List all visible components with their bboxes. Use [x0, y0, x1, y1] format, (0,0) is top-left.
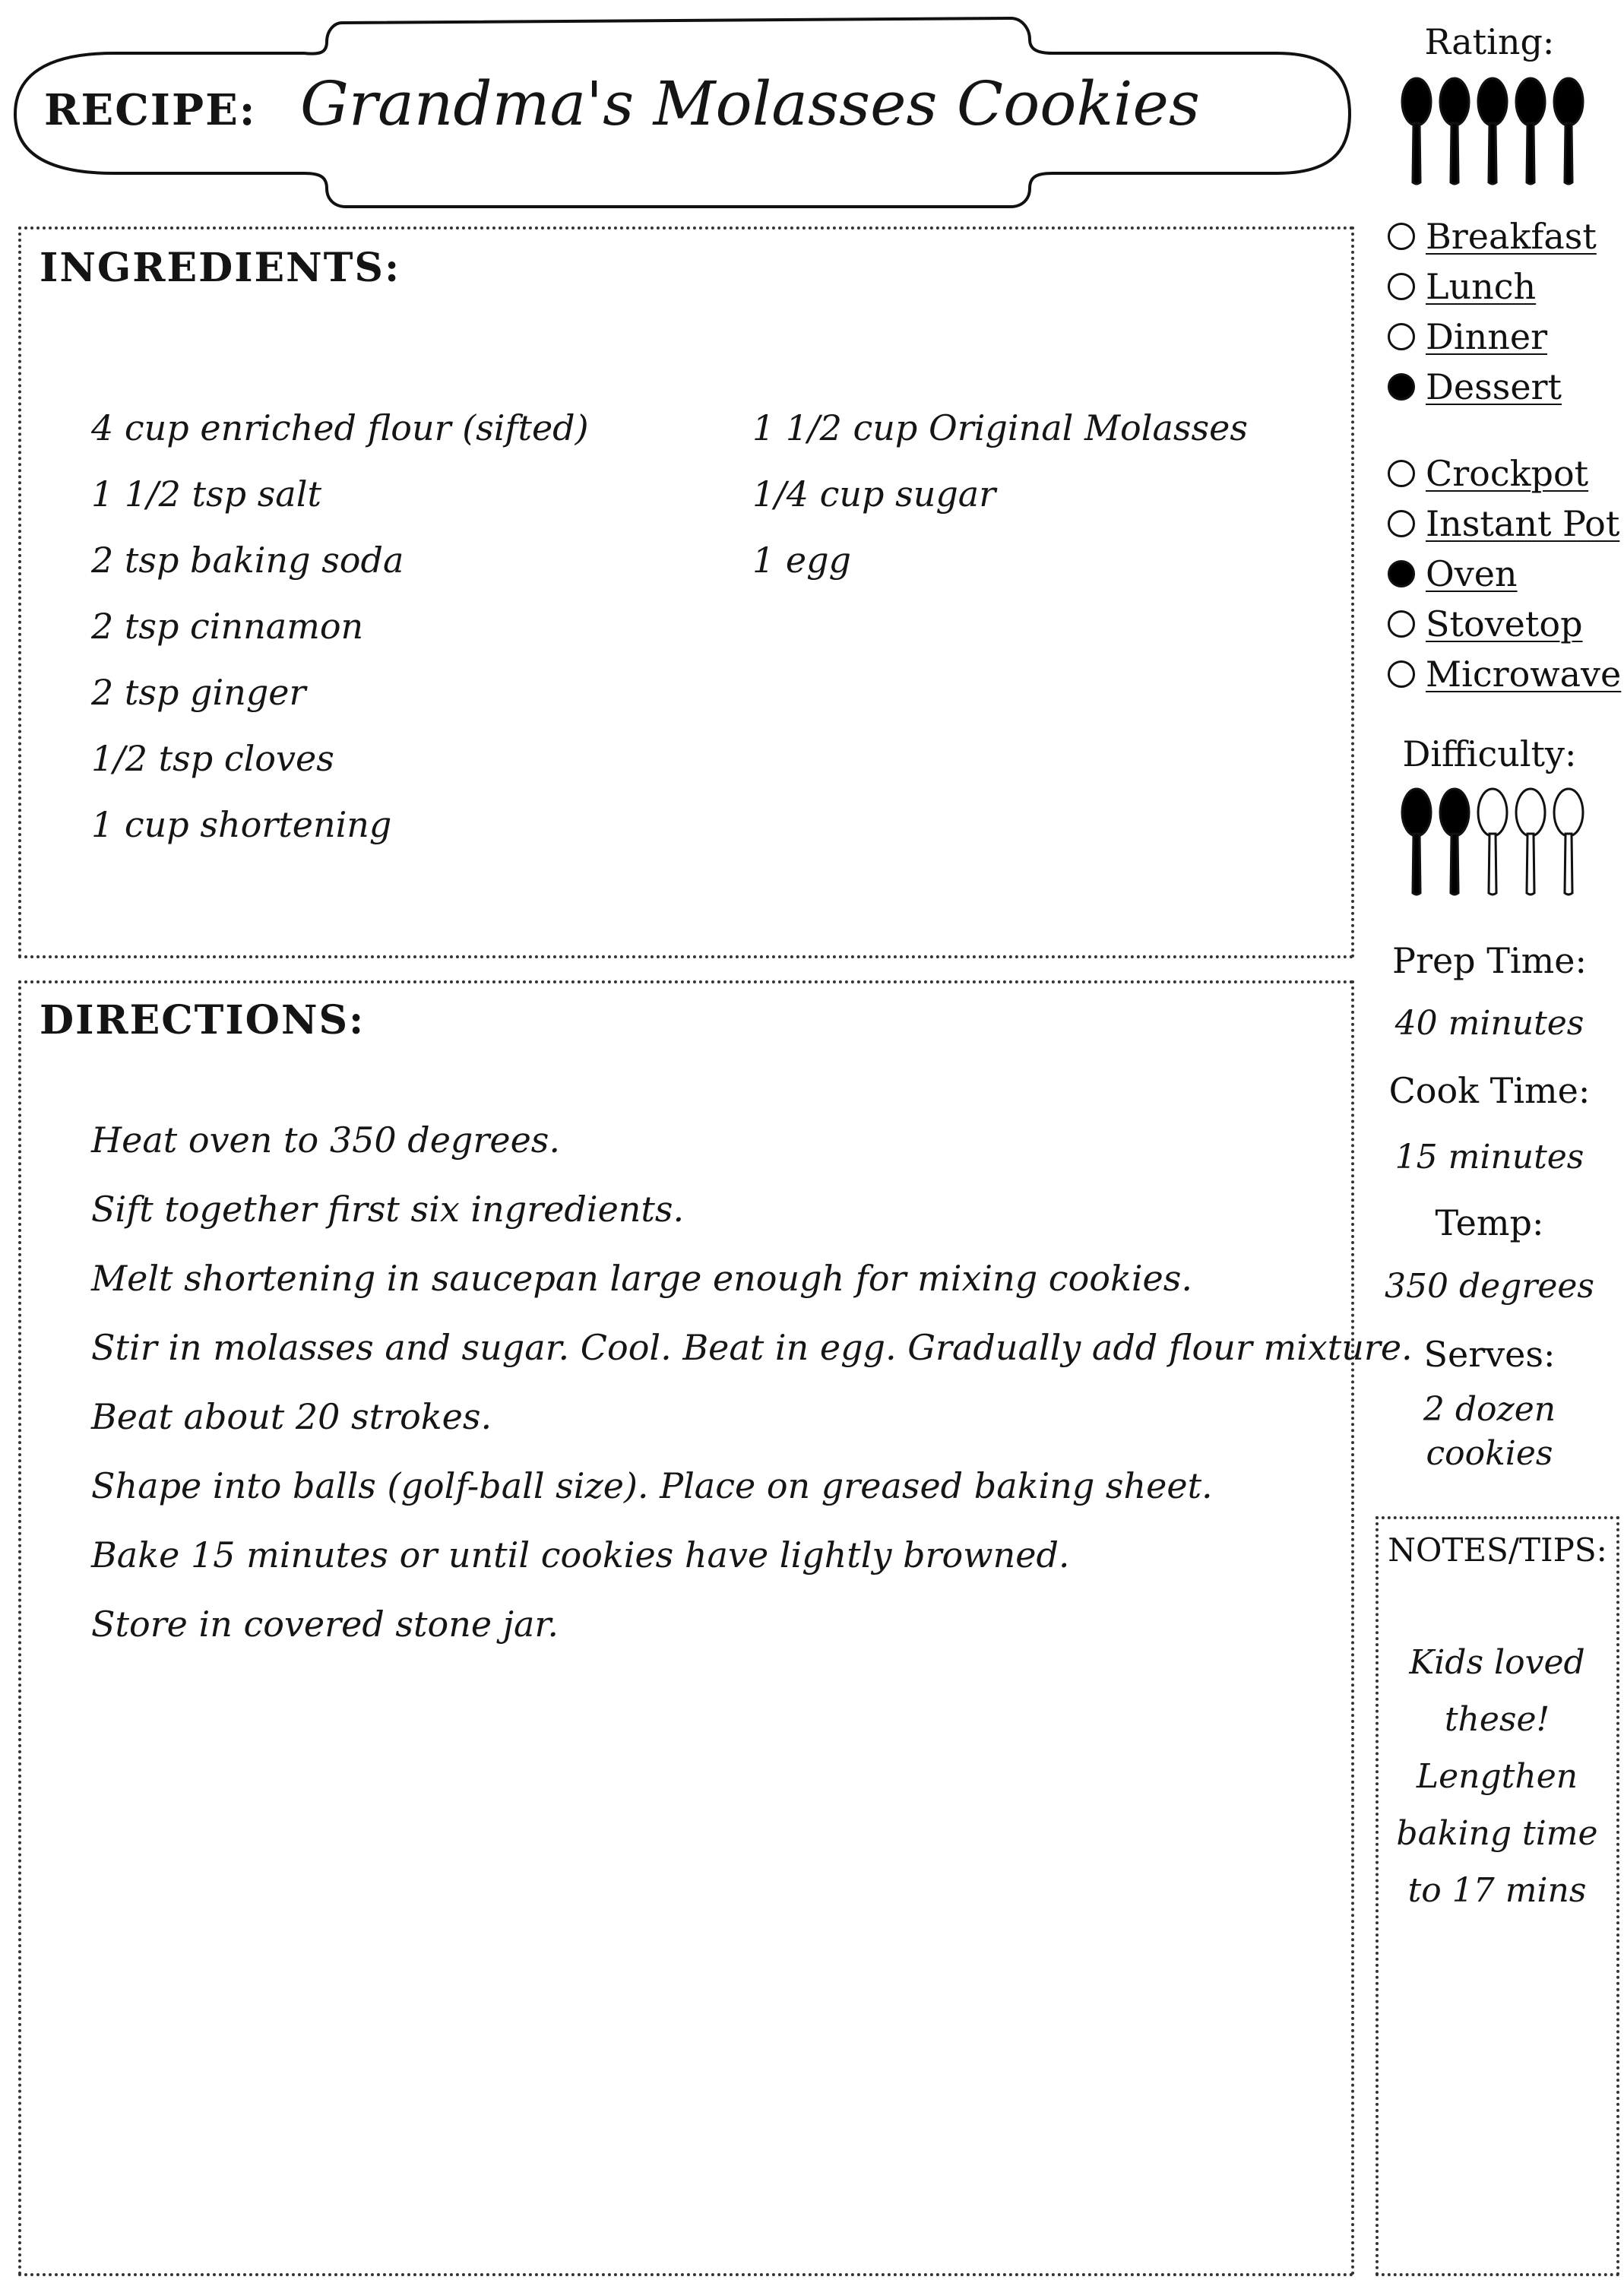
- option-label: Instant Pot: [1426, 503, 1620, 544]
- direction-step: Store in covered stone jar.: [91, 1604, 559, 1645]
- option-stovetop[interactable]: [1388, 605, 1583, 643]
- recipe-title: Grandma's Molasses Cookies: [300, 68, 1200, 139]
- option-oven[interactable]: [1388, 555, 1518, 593]
- direction-step: Bake 15 minutes or until cookies have lightly browned.: [91, 1534, 1070, 1575]
- difficulty-spoons: [1398, 787, 1588, 897]
- ingredient-item: 1 cup shortening: [91, 804, 392, 845]
- radio-icon[interactable]: [1388, 323, 1415, 350]
- option-label: Dinner: [1426, 316, 1548, 357]
- option-label: Dessert: [1426, 366, 1562, 407]
- option-label: Lunch: [1426, 266, 1537, 307]
- option-label: Stovetop: [1426, 603, 1583, 644]
- ingredient-item: 1 1/2 cup Original Molasses: [752, 407, 1248, 448]
- spoon-filled-icon: [1512, 76, 1549, 186]
- ingredients-column-2: [752, 395, 1248, 594]
- directions-list: [91, 1106, 1413, 1659]
- temp-label: Temp:: [1435, 1202, 1544, 1243]
- ingredient-item: 2 tsp baking soda: [91, 540, 404, 581]
- option-instant-pot[interactable]: [1388, 505, 1619, 543]
- spoon-outline-icon: [1550, 787, 1587, 897]
- direction-step: Shape into balls (golf-ball size). Place on greased baking sheet.: [91, 1465, 1213, 1506]
- notes-line: Lengthen: [1416, 1757, 1578, 1796]
- directions-heading: DIRECTIONS:: [40, 997, 366, 1043]
- serves-value-line2: cookies: [1426, 1434, 1553, 1473]
- option-label: Breakfast: [1426, 216, 1597, 257]
- recipe-label: RECIPE:: [44, 85, 257, 135]
- direction-step: Melt shortening in saucepan large enough for mixing cookies.: [91, 1258, 1192, 1299]
- prep-time-label: Prep Time:: [1392, 940, 1587, 981]
- notes-line: Kids loved: [1409, 1643, 1585, 1682]
- ingredients-heading: INGREDIENTS:: [40, 245, 401, 291]
- cook-time-value: 15 minutes: [1394, 1138, 1584, 1176]
- radio-icon[interactable]: [1388, 223, 1415, 250]
- option-dessert[interactable]: [1388, 368, 1562, 406]
- option-label: Crockpot: [1426, 453, 1589, 494]
- radio-icon[interactable]: [1388, 460, 1415, 487]
- spoon-outline-icon: [1512, 787, 1549, 897]
- option-crockpot[interactable]: [1388, 454, 1588, 492]
- spoon-filled-icon: [1398, 76, 1435, 186]
- rating-spoons: [1398, 76, 1588, 186]
- ingredient-item: 4 cup enriched flour (sifted): [91, 407, 589, 448]
- spoon-filled-icon: [1398, 787, 1435, 897]
- option-lunch[interactable]: [1388, 268, 1536, 306]
- ingredients-column-1: [91, 395, 589, 858]
- option-label: Microwave: [1426, 654, 1622, 695]
- option-breakfast[interactable]: [1388, 217, 1597, 255]
- radio-icon[interactable]: [1388, 660, 1415, 688]
- ingredient-item: 2 tsp cinnamon: [91, 606, 364, 647]
- direction-step: Heat oven to 350 degrees.: [91, 1119, 561, 1161]
- temp-value: 350 degrees: [1384, 1267, 1595, 1306]
- radio-icon[interactable]: [1388, 560, 1415, 587]
- ingredient-item: 1 egg: [752, 540, 852, 581]
- spoon-filled-icon: [1474, 76, 1511, 186]
- serves-label: Serves:: [1423, 1334, 1556, 1375]
- notes-text: [1383, 1634, 1611, 1919]
- rating-label: Rating:: [1424, 21, 1555, 62]
- ingredient-item: 1/4 cup sugar: [752, 473, 996, 515]
- ingredient-item: 1 1/2 tsp salt: [91, 473, 321, 515]
- radio-icon[interactable]: [1388, 373, 1415, 401]
- difficulty-label: Difficulty:: [1402, 733, 1577, 774]
- cook-time-label: Cook Time:: [1388, 1070, 1591, 1111]
- notes-line: baking time: [1396, 1814, 1598, 1853]
- notes-line: to 17 mins: [1407, 1871, 1587, 1910]
- option-microwave[interactable]: [1388, 655, 1621, 693]
- direction-step: Beat about 20 strokes.: [91, 1396, 492, 1437]
- ingredient-item: 2 tsp ginger: [91, 672, 306, 713]
- notes-heading: NOTES/TIPS:: [1388, 1531, 1607, 1569]
- direction-step: Stir in molasses and sugar. Cool. Beat in egg. Gradually add flour mixture.: [91, 1327, 1413, 1368]
- spoon-filled-icon: [1436, 76, 1473, 186]
- option-label: Oven: [1426, 553, 1518, 594]
- notes-line: these!: [1444, 1700, 1550, 1739]
- prep-time-value: 40 minutes: [1394, 1004, 1584, 1043]
- direction-step: Sift together first six ingredients.: [91, 1189, 685, 1230]
- radio-icon[interactable]: [1388, 510, 1415, 537]
- spoon-filled-icon: [1436, 787, 1473, 897]
- spoon-outline-icon: [1474, 787, 1511, 897]
- radio-icon[interactable]: [1388, 273, 1415, 300]
- option-dinner[interactable]: [1388, 318, 1547, 356]
- radio-icon[interactable]: [1388, 610, 1415, 638]
- ingredient-item: 1/2 tsp cloves: [91, 738, 334, 779]
- serves-value-line1: 2 dozen: [1423, 1390, 1556, 1429]
- spoon-filled-icon: [1550, 76, 1587, 186]
